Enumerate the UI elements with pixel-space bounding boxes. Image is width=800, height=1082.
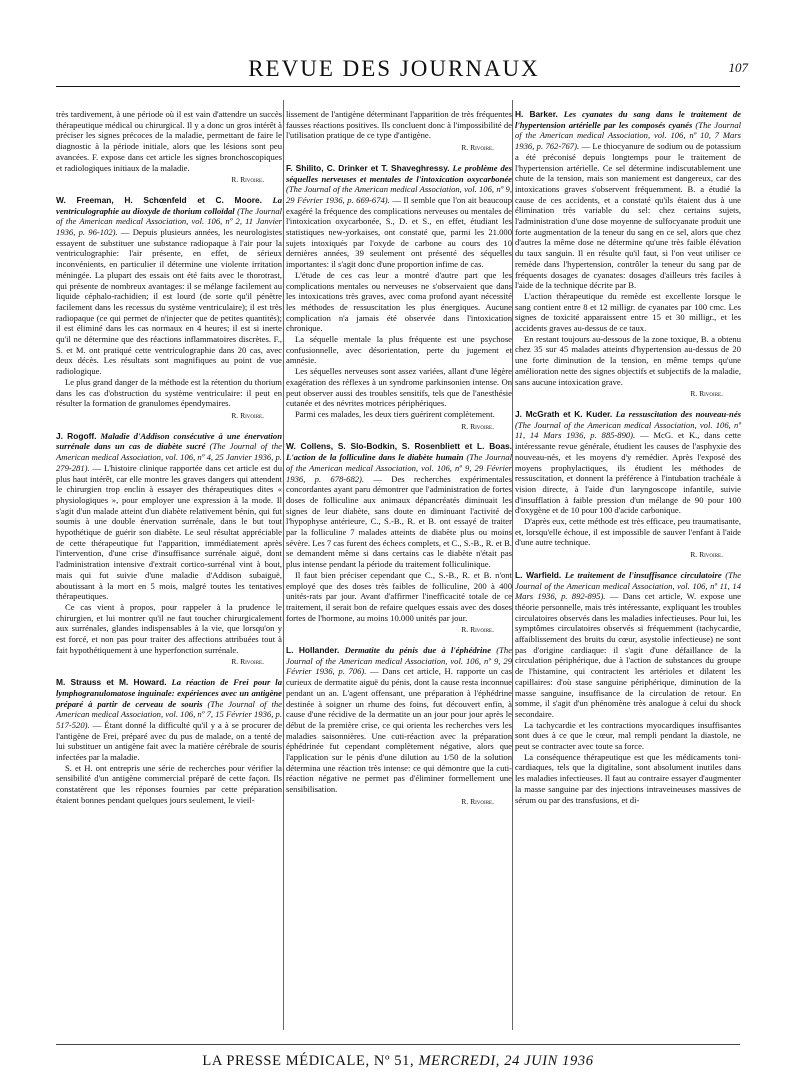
article	[286, 109, 512, 154]
article-citation: (The Journal of the American medical Association, vol. 106, nº 7, 15 Février 1936, p. 517-520).	[56, 698, 282, 730]
article	[286, 645, 512, 808]
article-citation: (The Journal of the American medical Association, vol. 106, nº 11, 14 Mars 1936, p. 885-890).	[515, 419, 741, 441]
article-signature: R. Rivoire.	[461, 421, 494, 431]
article-authors: L. Warfield.	[515, 569, 562, 580]
article-heading	[56, 195, 282, 377]
article-heading	[286, 163, 512, 270]
article-authors: J. McGrath et K. Kuder.	[515, 408, 613, 419]
article-signature: R. Rivoire.	[690, 550, 723, 560]
article-signature: R. Rivoire.	[461, 143, 494, 153]
article-signature: R. Rivoire.	[231, 657, 264, 667]
article-paragraph: Le plus grand danger de la méthode est la rétention du thorium dans les cas d'obstruction du système ventriculaire: il peut en résulter la formation de granulomes épendymaires.	[56, 376, 282, 409]
article	[515, 570, 741, 805]
footer-rule	[56, 1044, 740, 1045]
column-2	[286, 109, 512, 814]
article-authors: H. Barker.	[515, 109, 558, 119]
article-paragraph: La tachycardie et les contractions myocardiques insuffisantes sont dues à ce que le cœur, mal rempli pendant la diastole, ne peut se contracter avec toute sa force.	[515, 719, 741, 752]
header-rule	[56, 86, 740, 87]
column-3	[515, 109, 741, 805]
article-paragraph: Les séquelles nerveuses sont assez variées, allant d'une légère exagération des réflexes à un syndrome parkinsonien intense. On peut observer aussi des troubles sensitifs, tels que de l'anesthésie cutanée et des névrites motrices périphériques.	[286, 366, 512, 409]
page-footer	[56, 1053, 740, 1070]
article-paragraph: — Étant donné la difficulté qu'il y a à se procurer de l'antigène de Frei, préparé avec du pus de malade, on a tenté de lui substituer un antigène fait avec la matière cérébrale de souris infectées par la maladie.	[56, 719, 283, 763]
article-authors: J. Rogoff.	[56, 430, 97, 441]
article-heading	[56, 431, 282, 602]
article-heading	[56, 677, 282, 763]
article-title: La ventriculographie au dioxyde de thorium colloïdal	[56, 194, 282, 216]
article	[515, 109, 741, 400]
article	[515, 409, 741, 561]
article-paragraph: Ce cas vient à propos, pour rappeler à la prudence le chirurgien, et lui montrer qu'il ne faut toucher chirurgicalement aux surrénales, glandes indispensables à la vie, que lorsqu'on y est forcé, et non pas pour traiter des affections attribuées tout à fait hypothétiquement à une hyperfonction surrénale.	[56, 601, 282, 655]
article-paragraph: En restant toujours au-dessous de la zone toxique, B. a obtenu chez 35 sur 45 malades atteints d'hypertension au-dessus de 20 une forte diminution de la tension, en même temps qu'une amélioration nette des signes objectifs et subjectifs de la maladie, sans aucune intoxication grave.	[515, 333, 741, 387]
footer-journal: LA PRESSE MÉDICALE, Nº 51,	[202, 1053, 415, 1069]
article-authors: W. Freeman, H. Schœnfeld et C. Moore.	[56, 194, 262, 205]
article-paragraph: — L'histoire clinique rapportée dans cet article est du plus haut intérêt, car elle montre les graves dangers qui attendent le chirurgien trop enclin à essayer des thérapeutiques dites « physiologiques », pour employer une expression à la mode. Il s'agit d'un malade atteint d'un diabète relativement bénin, qui fut soumis à une double énervation surrénale, dans le but tout hypothétique de guérir son diabète. Le seul résultat appréciable de cette thérapeutique fut l'apparition, immédiatement après l'intervention, d'une crise d'insuffisance surrénale aiguë, dont l'administration intensive d'extrait cortico-surrénal vint à bout, mais qui fut suivie d'une maladie d'Addison subaiguë, aboutissant à la mort en 5 mois, malgré toutes les tentatives thérapeutiques.	[56, 462, 282, 602]
article-title: L'action de la folliculine dans le diabète humain	[286, 452, 464, 463]
article-paragraph: La séquelle mentale la plus fréquente est une psychose confusionnelle, avec désorientation, perte du jugement et amnésie.	[286, 334, 512, 366]
article-paragraph: lissement de l'antigène déterminant l'apparition de très fréquentes fausses réactions positives. Ils concluent donc à l'impossibilité de l'utilisation pratique de ce type d'antigène.	[286, 109, 512, 141]
article-citation: (The Journal of the American medical Association, vol. 106, nº 4, 25 Janvier 1936, p. 279-281).	[56, 441, 282, 473]
article-paragraph: Il faut bien préciser cependant que C., S.-B., R. et B. n'ont employé que des doses très faibles de folliculine, 200 à 400 unités-rats par jour. Avant d'affirmer l'inefficacité totale de ce traitement, il serait bon de refaire quelques essais avec des doses fortes de l'hormone, au moins 10.000 unités par jour.	[286, 569, 512, 623]
column-1	[56, 109, 282, 806]
article-heading	[286, 645, 512, 795]
article-signature: R. Rivoire.	[461, 796, 494, 806]
article-title: Maladie d'Addison consécutive à une énervation surrénale dans un cas de diabète sucré	[56, 430, 282, 452]
article-signature: R. Rivoire.	[461, 625, 494, 635]
article	[56, 677, 282, 805]
article-authors: W. Collens, S. Slo-Bodkin, S. Rosenbliett et L. Boas.	[286, 441, 512, 452]
article-title: La ressuscitation des nouveau-nés	[615, 408, 741, 419]
article-citation: (The Journal of the American medical Association, vol. 106, nº 9, 29 Février 1936, p. 678-682).	[286, 452, 513, 484]
article-paragraph: — Depuis plusieurs années, les neurologistes essayent de substituer une substance radiopaque à l'air pour la ventriculographie: l'air présente, en effet, de sérieux inconvénients, en particulier il détermine une violente irritation méningée. La plupart des essais ont été faits avec le thorotrast, qui présente de nombreux avantages: il se mélange facilement au liquide céphalo-rachidien; il est lourd (de sorte qu'il pénètre facilement dans les recessus du système ventriculaire); il est très radiopaque (ce qui permet de n'injecter que de petites quantités); il est éliminé dans les cas normaux en 4 heures; il est si inerte qu'il ne détermine que des réactions inflammatoires discrètes. F., S. et M. ont pratiqué cette ventriculographie dans 20 cas, avec deux décès. Les résultats sont magnifiques au point de vue radiologique.	[56, 227, 282, 377]
article-paragraph: — Il semble que l'on ait beaucoup exagéré la fréquence des complications nerveuses ou mentales de l'intoxication oxycarbonée, S., D. et S., en effet, étudiant les statistiques new-yorkaises, ont constaté que, parmi les 21.000 sujets intoxiqués par l'oxyde de carbone au cours des 10 dernières années, 39 seulement ont présenté des séquelles importantes: il s'agit donc d'une proportion infime de cas.	[286, 194, 512, 270]
article-title: Dermatite du pénis due à l'éphédrine	[344, 645, 492, 656]
article-title: Le traitement de l'insuffisance circulatoire	[564, 569, 722, 580]
article-citation: (The Journal of the American medical Association, vol. 106, nº 9, 29 Février 1936, p. 669-674).	[286, 184, 512, 205]
article-heading	[515, 570, 741, 720]
article-paragraph: Parmi ces malades, les deux tiers guérirent complètement.	[295, 408, 495, 419]
article-signature: R. Rivoire.	[231, 175, 264, 185]
article-signature: R. Rivoire.	[690, 389, 723, 399]
article-authors: M. Strauss et M. Howard.	[56, 677, 167, 688]
article-paragraph: S. et H. ont entrepris une série de recherches pour vérifier la sensibilité d'un antigène commercial préparé de cette façon. Ils constatèrent que les réponses fournies par cette préparation étaient bonnes pendant quelques jours seulement, le vieil-	[56, 762, 282, 805]
article-title: Le problème des séquelles nerveuses et mentales de l'intoxication oxycarbonée	[286, 162, 512, 184]
article	[56, 109, 282, 186]
article-paragraph: D'après eux, cette méthode est très efficace, peu traumatisante, et, lorsqu'elle échoue, il est impossible de sauver l'enfant à l'aide d'une autre technique.	[515, 516, 741, 548]
article-citation: (The Journal of the American medical Association, vol. 106, nº 11, 14 Mars 1936, p. 892-895).	[515, 569, 742, 602]
article-paragraph: — McG. et K., dans cette intéressante revue générale, étudient les causes de l'asphyxie des nouveau-nés, et les moyens d'y remédier. Après l'exposé des moyens prophylactiques, ils étudient les méthodes de ressuscitation, et donnent la préférence à l'intubation trachéale à vision directe, à l'aide d'un laryngoscope infantile, suivie d'insufflation à faible pression d'un mélange de 90 pour 100 d'oxygène et de 10 pour 100 d'acide carbonique.	[515, 430, 741, 516]
article-title: La réaction de Frei pour la lymphogranulomatose inguinale: expériences avec un antigène préparé à partir de cerveau de souris	[56, 677, 282, 709]
article-citation: (The Journal of the American medical Association, vol. 106, nº 10, 7 Mars 1936, p. 762-767).	[515, 119, 742, 152]
article	[286, 441, 512, 636]
article-paragraph: — Dans cet article, W. expose une théorie personnelle, mais très intéressante, expliquant les troubles circulatoires observés dans les maladies infectieuses. Pour lui, les symptômes circulatoires observés si fréquemment (tachycardie, affaiblissement des bruits du cœur, asystolie infectieuse) ne sont pas d'origine cardiaque: il s'agit d'une défaillance de la circulation périphérique, due à l'action de substances du groupe de l'histamine, qui contractent les artérioles et dilatent les capillaires: d'où stase sanguine périphérique, diminution de la masse sanguine, insuffisance de la circulation de retour. En somme, il s'agit d'un phénomène très analogue à celui du shock secondaire.	[515, 591, 741, 719]
article-authors: L. Hollander.	[286, 645, 340, 656]
article-paragraph: très tardivement, à une période où il est vain d'attendre un succès thérapeutique médical ou chirurgical. Il y a donc un gros intérêt à préciser les signes précoces de la maladie, permettant de faire le diagnostic à la période initiale, alors que les lésions sont peu avancées. F. expose dans cet article les signes bronchoscopiques et radiologiques initiaux de la maladie.	[56, 109, 282, 173]
article-paragraph: L'étude de ces cas leur a montré d'autre part que les complications mentales ou nerveuses ne s'observaient que dans les intoxications très graves, avec coma profond ayant nécessité les méthodes de ressuscitation les plus énergiques. Aucune complication n'a jamais été observée dans l'intoxication chronique.	[286, 269, 512, 334]
article-paragraph: — Le thiocyanure de sodium ou de potassium a été préconisé depuis longtemps pour le traitement de l'hypertension artérielle. Ce sel détermine indiscutablement une chute de la tension, mais son maniement est dangereux, car des intoxications graves s'observent fréquemment. B. a étudié la cause de ces accidents, et a constaté qu'ils étaient dus à une élimination très variable du sel: chez certains sujets, l'administration d'une dose moyenne de sulfocyanate produit une forte augmentation de la teneur du sang en ce sel, alors que chez d'autres la même dose ne détermine qu'une très faible élévation du taux sanguin. Il en résulte qu'il faut, si l'on veut utiliser ce remède dans l'hypertension, contrôler la teneur du sang par de fréquents dosages de cyanates: dosages d'ailleurs très faciles à l'aide de la technique décrite par B.	[515, 141, 741, 291]
article-citation: (The Journal of the American medical Association, vol. 106, nº 9, 29 Février 1936, p. 706).	[286, 645, 513, 677]
article	[56, 431, 282, 668]
column-divider	[512, 100, 513, 1030]
article-signature: R. Rivoire.	[231, 410, 264, 420]
page-number: 107	[728, 60, 748, 75]
page-header	[40, 56, 748, 86]
article-paragraph: — Dans cet article, H. rapporte un cas curieux de dermatite aiguë du pénis, dont la cause resta inconnue pendant un an. L'agent offensant, une préparation à l'éphédrine destinée à soigner un rhume des foins, fut découvert enfin, à cause d'une récidive de la dermatite un an jour pour jour après le début de la première crise, ce qui orienta les recherches vers les maladies saisonnières. Une cuti-réaction avec la préparation éphédrinée fut cependant complètement négative, alors que l'application sur le pénis d'une dilution au 1/50 de la solution détermina une réaction très intense: ce qui démontre que la cuti-réaction négative ne permet pas d'éliminer formellement une sensibilisation.	[286, 666, 512, 795]
article-heading	[515, 409, 741, 516]
article	[56, 195, 282, 422]
article-paragraph: — Des recherches expérimentales concordantes ayant paru démontrer que l'administration de fortes doses de folliculine aux animaux dépancréatés diminuait les signes de leur diabète, sans doute en diminuant l'activité de l'hypophyse antérieure, C., S.-B., R. et B. ont essayé de traiter par la folliculine 7 malades atteints de diabète plus ou moins sévère. Les 7 cas furent des échecs complets, et C., S.-B., R. et B. se demandent même si dans certains cas le diabète n'était pas plus intense pendant la période du traitement folliculinique.	[286, 473, 513, 570]
footer-date: MERCREDI, 24 JUIN 1936	[418, 1053, 594, 1069]
article	[286, 163, 512, 433]
article-heading	[515, 109, 741, 291]
article-authors: F. Shilito, C. Drinker et T. Shaveghressy.	[286, 162, 450, 173]
article-paragraph: La conséquence thérapeutique est que les médicaments toni-cardiaques, tels que la digitaline, sont absolument inutiles dans les maladies infectieuses. Il faut au contraire essayer d'augmenter la masse sanguine par des injections intraveineuses massives de sérum ou par des transfusions, et di-	[515, 751, 741, 805]
journal-section-title: REVUE DES JOURNAUX	[248, 56, 540, 81]
article-heading	[286, 441, 512, 569]
article-title: Les cyanates du sang dans le traitement de l'hypertension artérielle par les composés cyanés	[515, 109, 741, 130]
article-citation: (The Journal of the American medical Association, vol. 106, nº 2, 11 Janvier 1936, p. 96-102).	[56, 205, 283, 238]
column-divider	[283, 100, 284, 1030]
article-paragraph: L'action thérapeutique du remède est excellente lorsque le sang contient entre 8 et 12 milligr. de cyanates par 100 cmc. Les signes de toxicité apparaissent entre 15 et 30 milligr., et les accidents graves au-dessus de ce taux.	[515, 290, 741, 334]
